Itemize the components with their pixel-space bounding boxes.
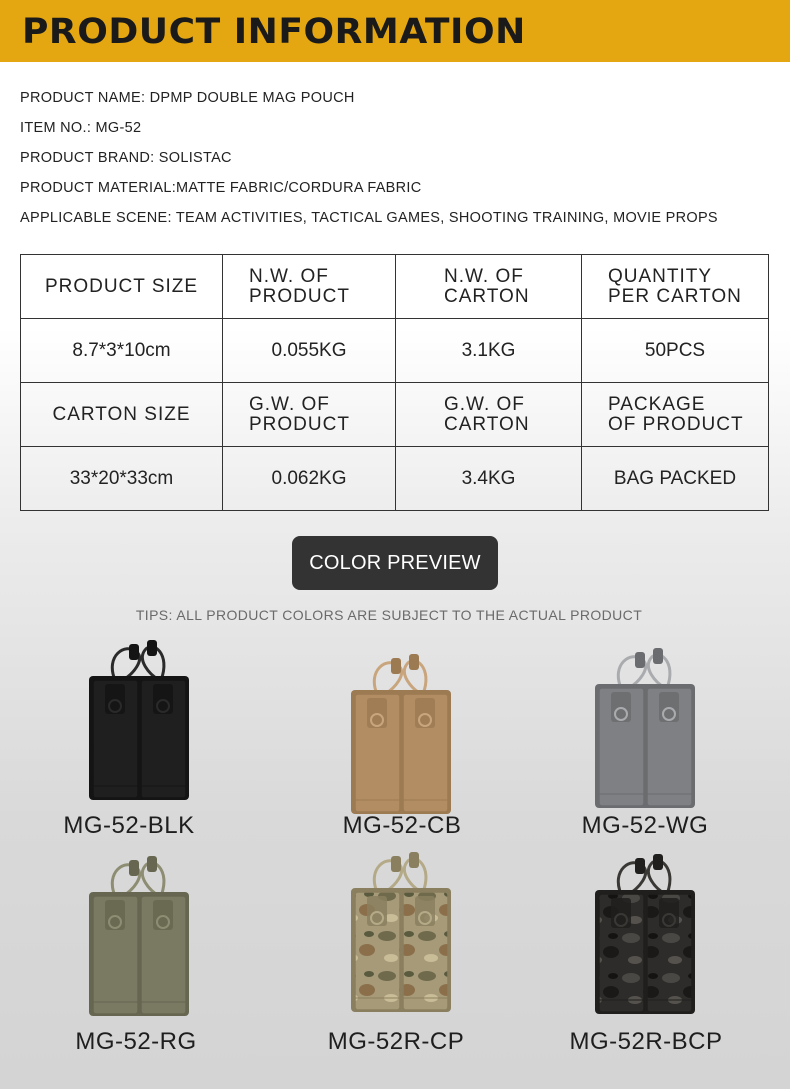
page-title: PRODUCT INFORMATION [22,12,526,52]
variant-rg[interactable] [30,852,250,1022]
variant-cb[interactable] [292,650,512,820]
product-size-label: PRODUCT SIZE [44,275,199,297]
product-size-value: 8.7*3*10cm [21,319,223,383]
product-brand: PRODUCT BRAND: SOLISTAC [20,150,232,166]
pouch-image [75,636,205,806]
header-banner [0,0,790,62]
pouch-image [337,848,467,1018]
quantity-label: QUANTITY PER CARTON [608,265,742,307]
variant-label-bcp: MG-52R-BCP [569,1028,723,1055]
gw-product-label: G.W. OF PRODUCT [249,393,350,435]
pouch-image [581,644,711,814]
gw-product-header [223,383,396,447]
spec-table [20,254,769,511]
nw-product-header [223,255,396,319]
tips-text: TIPS: ALL PRODUCT COLORS ARE SUBJECT TO THE ACTUAL PRODUCT [135,607,643,623]
gw-carton-label: G.W. OF CARTON [444,393,530,435]
gw-product-value: 0.062KG [223,447,396,511]
spec-header-row-1 [21,255,769,319]
variant-label-cb: MG-52-CB [342,812,462,839]
spec-value-row-2 [21,447,769,511]
applicable-scene: APPLICABLE SCENE: TEAM ACTIVITIES, TACTICAL GAMES, SHOOTING TRAINING, MOVIE PROPS [20,210,718,226]
product-size-header [21,255,223,319]
variant-label-rg: MG-52-RG [75,1028,197,1055]
package-label: PACKAGE OF PRODUCT [608,393,744,435]
item-number: ITEM NO.: MG-52 [20,120,142,136]
gw-carton-header [396,383,582,447]
variant-label-wg: MG-52-WG [581,812,709,839]
variant-blk[interactable] [30,636,250,806]
variant-label-cp: MG-52R-CP [327,1028,465,1055]
pouch-image [75,852,205,1022]
color-preview-button[interactable]: COLOR PREVIEW [292,536,498,590]
variant-bcp[interactable] [536,850,756,1020]
package-value: BAG PACKED [582,447,769,511]
carton-size-header [21,383,223,447]
product-info-list [20,88,780,238]
product-name: PRODUCT NAME: DPMP DOUBLE MAG POUCH [20,90,355,106]
carton-size-label: CARTON SIZE [52,403,191,425]
package-header [582,383,769,447]
quantity-value: 50PCS [582,319,769,383]
spec-header-row-2 [21,383,769,447]
nw-carton-value: 3.1KG [396,319,582,383]
product-material: PRODUCT MATERIAL:MATTE FABRIC/CORDURA FABRIC [20,180,422,196]
nw-product-label: N.W. OF PRODUCT [249,265,350,307]
spec-value-row-1 [21,319,769,383]
gw-carton-value: 3.4KG [396,447,582,511]
variant-wg[interactable] [536,644,756,814]
variant-label-blk: MG-52-BLK [63,812,195,839]
carton-size-value: 33*20*33cm [21,447,223,511]
pouch-image [337,650,467,820]
pouch-image [581,850,711,1020]
quantity-header [582,255,769,319]
nw-product-value: 0.055KG [223,319,396,383]
nw-carton-label: N.W. OF CARTON [444,265,530,307]
nw-carton-header [396,255,582,319]
variant-cp[interactable] [292,848,512,1018]
